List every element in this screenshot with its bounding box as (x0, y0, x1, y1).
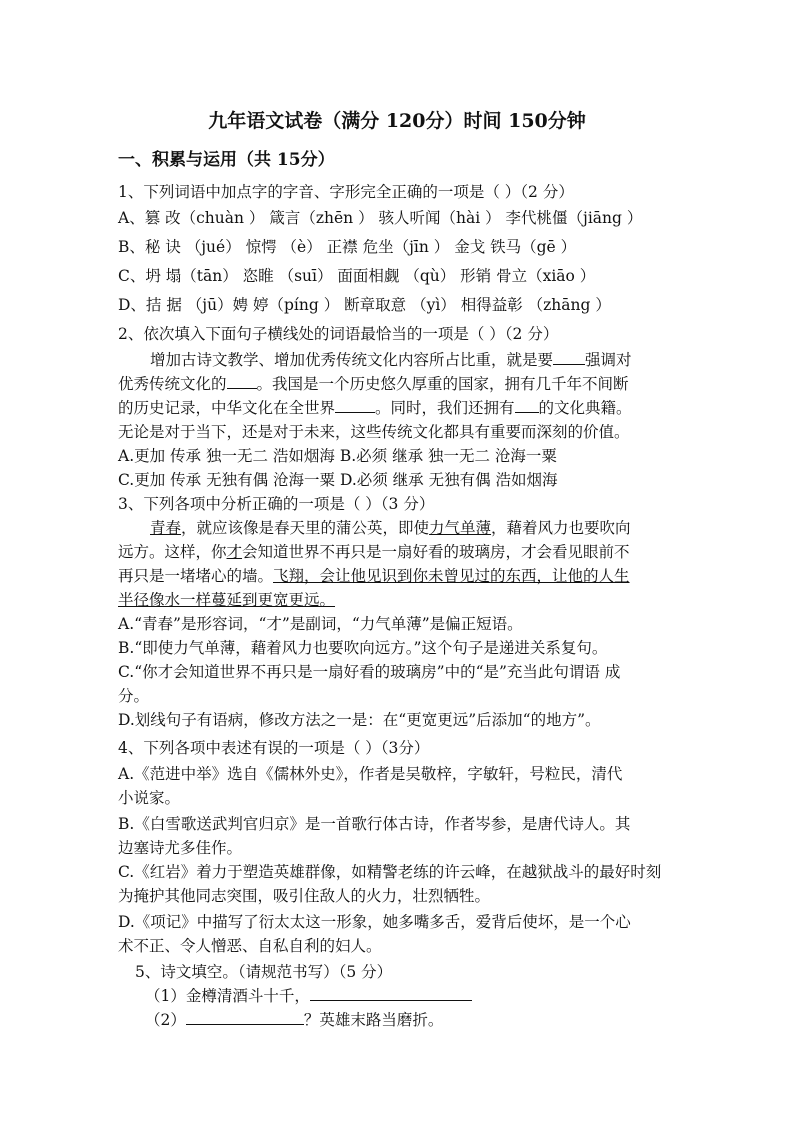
q3-passage-line (118, 542, 630, 562)
underlined-sentence: 半径像水一样蔓延到更宽更远。 (118, 591, 336, 609)
q2-text: 强调对 (585, 351, 632, 369)
q2-text: 的文化典籍。 (538, 399, 632, 417)
q1-stem: 1、下列词语中加点字的字音、字形完全正确的一项是（ ）（2 分） (118, 183, 574, 201)
q5-text: （1）金樽清酒斗十千， (145, 987, 310, 1005)
q2-text: 优秀传统文化的 (118, 375, 227, 393)
q5-stem: 5、诗文填空。（请规范书写）（5 分） (135, 963, 393, 981)
q4-option-a-cont: 小说家。 (118, 789, 181, 807)
q2-passage-line (118, 374, 629, 394)
q2-text: 的历史记录，中华文化在全世界 (118, 399, 336, 417)
q3-passage-line (118, 566, 630, 586)
q3-text: 远方。这样，你 (118, 543, 227, 561)
q5-text: ？英雄末路当磨折。 (303, 1011, 444, 1029)
answer-blank[interactable] (310, 986, 472, 1001)
fill-blank (515, 398, 539, 413)
q2-passage-line (118, 398, 632, 418)
q3-option-b: B.“即使力气单薄，藉着风力也要吹向远方。”这个句子是递进关系复句。 (118, 639, 608, 657)
q4-option-a: A.《范进中举》选自《儒林外史》，作者是吴敬梓，字敏轩，号粒民，清代 (118, 765, 623, 783)
underlined-word: 青春 (150, 519, 182, 537)
fill-blank (553, 350, 585, 365)
q4-option-b: B.《白雪歌送武判官归京》是一首歌行体古诗，作者岑参，是唐代诗人。其 (118, 815, 631, 833)
q1-option-b: B、秘 诀 （jué） 惊愕 （è） 正襟 危坐（jīn ） 金戈 铁马（gē ） (118, 238, 577, 256)
q4-option-b-cont: 边塞诗尤多佳作。 (118, 839, 243, 857)
q5-text: （2） (145, 1011, 186, 1029)
q2-options-ab: A.更加 传承 独一无二 浩如烟海 B.必须 继承 独一无二 沧海一粟 (118, 447, 557, 465)
q2-passage-line: 无论是对于当下，还是对于未来，这些传统文化都具有重要而深刻的价值。 (118, 423, 630, 441)
q4-stem: 4、下列各项中表述有误的一项是（ ）（3分） (118, 739, 430, 757)
fill-blank (335, 398, 375, 413)
page-title: 九年语文试卷（满分 120分）时间 150分钟 (208, 110, 586, 132)
q3-passage-line (150, 518, 631, 538)
q2-text: 增加古诗文教学、增加优秀传统文化内容所占比重，就是要 (150, 351, 554, 369)
q2-passage-line (150, 350, 632, 370)
fill-blank (227, 374, 257, 389)
q2-text: 。同时，我们还拥有 (375, 399, 515, 417)
q4-option-c: C.《红岩》着力于塑造英雄群像，如精警老练的许云峰，在越狱战斗的最好时刻 (118, 863, 662, 881)
q2-options-cd: C.更加 传承 无独有偶 沧海一粟 D.必须 继承 无独有偶 浩如烟海 (118, 471, 558, 489)
q1-option-c: C、坍 塌（tān） 恣睢 （suī） 面面相觑 （qù） 形销 骨立（xiāo ） (118, 267, 596, 285)
q3-option-a: A.“青春”是形容词，“才”是副词，“力气单薄”是偏正短语。 (118, 615, 523, 633)
q3-text: 会知道世界不再只是一扇好看的玻璃房，才会看见眼前不 (242, 543, 630, 561)
q4-option-c-cont: 为掩护其他同志突围，吸引住敌人的火力，壮烈牺牲。 (118, 887, 491, 905)
section-heading: 一、积累与运用（共 15分） (118, 150, 335, 170)
q2-text: 。我国是一个历史悠久厚重的国家，拥有几千年不间断 (256, 375, 629, 393)
underlined-word: 才 (226, 543, 243, 561)
q1-option-a: A、篡 改（chuàn ） 箴言（zhēn ） 骇人听闻（hài ） 李代桃僵（jiāng ） (118, 209, 643, 227)
q3-option-d: D.划线句子有语病，修改方法之一是：在“更宽更远”后添加“的地方”。 (118, 711, 601, 729)
q3-text: 再只是一堵堵心的墙。 (118, 567, 274, 585)
q4-option-d: D.《项记》中描写了衍太太这一形象，她多嘴多舌，爱背后使坏，是一个心 (118, 913, 631, 931)
underlined-word: 力气单薄 (429, 519, 492, 537)
q3-option-c: C.“你才会知道世界不再只是一扇好看的玻璃房”中的“是”充当此句谓语 成 (118, 663, 621, 681)
answer-blank[interactable] (186, 1010, 304, 1025)
q3-text: ，就应该像是春天里的蒲公英，即使 (181, 519, 430, 537)
q5-line-2 (145, 1010, 443, 1030)
q1-option-d: D、拮 据 （jū）娉 婷（píng ） 断章取意 （yì） 相得益彰 （zhāng ） (118, 296, 611, 314)
q3-passage-line (118, 590, 335, 610)
q4-option-d-cont: 术不正、令人憎恶、自私自利的妇人。 (118, 937, 382, 955)
q3-stem: 3、下列各项中分析正确的一项是（ ）（3 分） (118, 495, 435, 513)
q2-stem: 2、依次填入下面句子横线处的词语最恰当的一项是（ ）（2 分） (118, 325, 559, 343)
q5-line-1 (145, 986, 472, 1006)
underlined-sentence: 飞翔，会让他见识到你未曾见过的东西，让他的人生 (273, 567, 630, 585)
q3-option-c-cont: 分。 (118, 687, 150, 705)
q3-text: ，藉着风力也要吹向 (491, 519, 631, 537)
